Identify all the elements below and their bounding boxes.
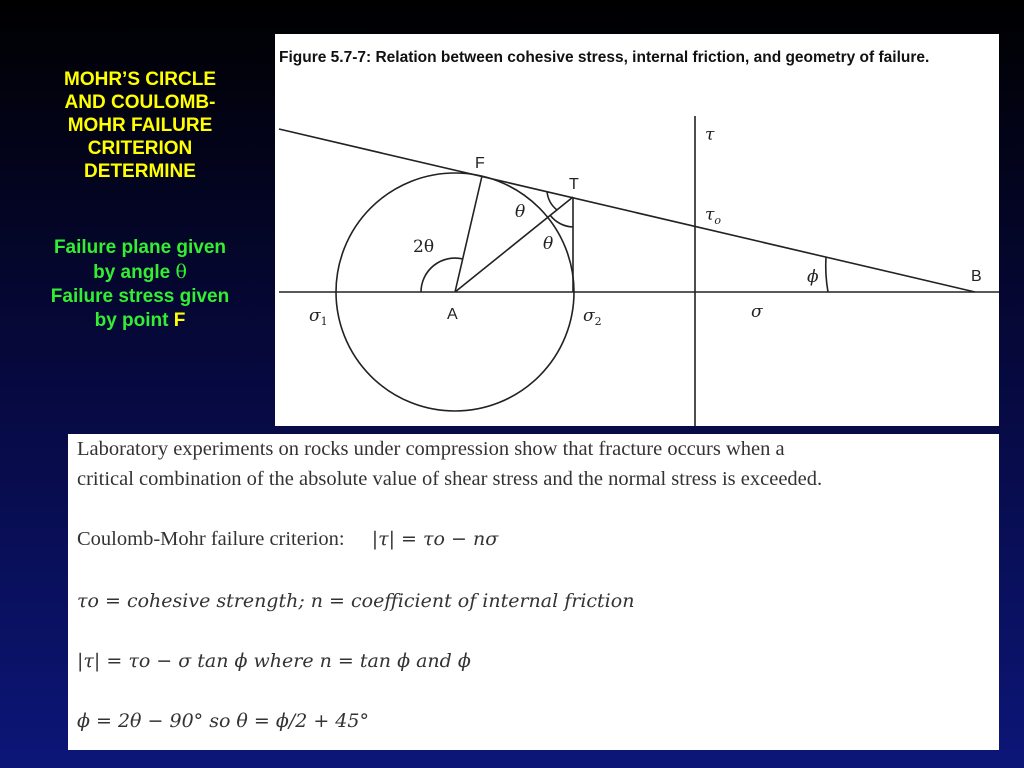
sigma-axis-label: σ — [751, 302, 763, 322]
sigma1-label: $\sigma_1$ — [309, 306, 328, 328]
slide-title — [20, 68, 260, 183]
phi-arc — [826, 257, 828, 292]
failure-envelope — [279, 129, 975, 292]
stress-prefix: by point — [94, 310, 169, 331]
two-theta-label: 2θ — [413, 237, 435, 257]
tau-o-label: $\tau_o$ — [705, 205, 722, 227]
point-f-label: F — [173, 310, 186, 331]
title-line: DETERMINE — [84, 161, 196, 182]
sigma2-label: $\sigma_2$ — [583, 306, 602, 328]
figure-caption: Figure 5.7-7: Relation between cohesive stress, internal friction, and geometry of failure. — [279, 49, 930, 66]
point-b-label: B — [971, 268, 982, 285]
equation-tan-phi: |τ| = τo − σ tan ϕ where n = tan ϕ and ϕ — [77, 650, 471, 672]
title-line: MOHR FAILURE — [67, 115, 213, 136]
theta-symbol: θ — [175, 261, 187, 283]
point-a-label: A — [447, 306, 458, 323]
theta-label-upper: θ — [515, 202, 526, 222]
title-line: CRITERION — [87, 138, 193, 159]
title-line: MOHR’S CIRCLE — [64, 69, 216, 90]
radius-af — [455, 176, 482, 292]
text-panel — [68, 434, 999, 750]
plane-line-2 — [16, 260, 264, 285]
definitions-line: τo = cohesive strength; n = coefficient of internal friction — [77, 590, 635, 612]
plane-prefix: by angle — [93, 262, 171, 283]
phi-label: ϕ — [807, 267, 819, 287]
stress-line-2 — [16, 309, 264, 333]
figure-panel — [275, 34, 999, 426]
plane-line-1: Failure plane given — [53, 237, 227, 258]
equation-phi-theta: ϕ = 2θ − 90° so θ = ϕ/2 + 45° — [77, 710, 369, 732]
title-line: AND COULOMB- — [64, 92, 216, 113]
failure-notes — [16, 236, 264, 333]
tau-label: τ — [705, 125, 715, 145]
criterion-line — [77, 528, 498, 551]
paragraph-line-2: critical combination of the absolute value of shear stress and the normal stress is exceeded. — [77, 468, 823, 490]
point-f-label: F — [475, 155, 485, 172]
stress-line-1: Failure stress given — [50, 286, 230, 307]
mohr-circle-diagram — [275, 34, 999, 426]
point-t-label: T — [569, 176, 579, 193]
theta-label-lower: θ — [543, 234, 554, 254]
paragraph-line-1: Laboratory experiments on rocks under compression show that fracture occurs when a — [77, 438, 785, 460]
criterion-label: Coulomb-Mohr failure criterion: — [77, 528, 345, 550]
line-at — [455, 197, 573, 292]
criterion-equation: |τ| = τo − nσ — [371, 528, 499, 550]
